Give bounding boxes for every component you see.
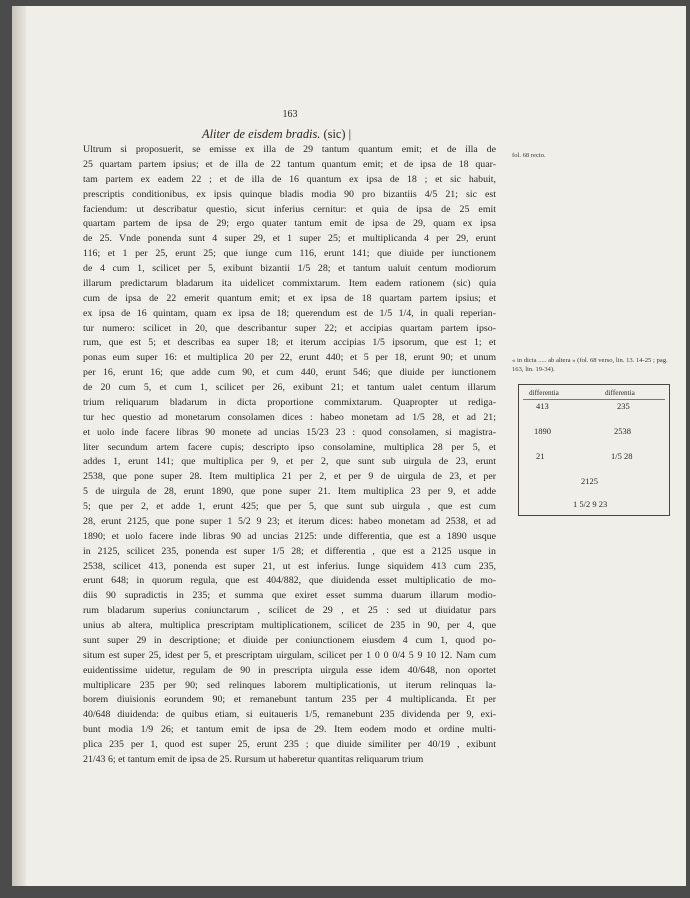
margin-note-reference: « in dicta ..... ab altera » (fol. 68 verso, lin. 13. 14-25 ; pag. 163, lin. 19-34). <box>512 357 668 373</box>
table-cell: 2125 <box>581 476 598 486</box>
text-line: euidentissime uidetur, regulam de 90 in prescripta uirgula esse idem 40/648, non oportet <box>83 664 496 676</box>
differentia-table <box>518 384 670 516</box>
text-line: addes 1, erunt 141; que multiplica per 9, et per 2, que sunt sub uirgula de 23, erunt <box>83 456 496 468</box>
table-header-right: differentia <box>605 389 635 397</box>
text-line: cum de ipsa de 22 emerit quantum emit; et ex ipsa de 18 quartam partem ipsius; et <box>83 292 496 304</box>
text-line: liter secundum artem facere cupis; descripto ipso consolamine, multiplica 28 per 5, et <box>83 441 496 453</box>
text-line: unius ab altera, multiplica prescriptam multiplicationem, scilicet de 235 in 90, per 4, que <box>83 620 496 631</box>
text-line: de 4 cum 1, scilicet per 5, exibunt bizantii 1/5 28; et tantum ualuit centum modiorum <box>83 263 496 274</box>
table-cell: 235 <box>617 401 630 411</box>
table-cell: 2538 <box>614 426 631 436</box>
table-header-left: differentia <box>529 389 559 397</box>
table-cell: 1/5 28 <box>611 451 633 461</box>
table-cell: 21 <box>536 451 545 461</box>
text-line: 28, erunt 2125, que pone super 1 5/2 9 23; et iterum dices: habeo monetam ad 2538, et ad <box>83 515 496 527</box>
text-line: diis 90 supradictis in 235; et summa que exiret esset summa duarum illarum modio- <box>83 590 496 602</box>
text-line: quartam partem de ipsa de 29; ergo quater tantum emit de ipsa de 29, quam ex ipsa <box>83 218 496 230</box>
text-line: rum bladarum superius coniunctarum , scilicet de 29 , et 25 : sed ut diuidatur pars <box>83 605 496 617</box>
section-title-text: Aliter de eisdem bradis. <box>202 127 321 141</box>
text-line: per 16, erunt 16; que adde cum 90, et cum 440, erunt 546; que diuide per iunctionem <box>83 367 496 379</box>
text-line: 116; et 1 per 25, erunt 25; que iunge cum 116, erunt 141; que diuide per iunctionem <box>83 248 496 260</box>
book-page <box>12 6 686 886</box>
body-text <box>83 143 496 768</box>
text-line: borem diuisionis eorundem 90; et remanebunt tantum 235 per 4 multiplicanda. Et per <box>83 694 496 706</box>
text-line: plica 235 per 1, quod est super 25, erunt 235 ; que diuide similiter per 40/19 , exibunt <box>83 739 496 750</box>
text-line: multiplicare 235 per 90; sed relinques laborem multiplicationis, ut iterum relinquas la- <box>83 679 496 691</box>
text-line: Ultrum si proposuerit, se emisse ex illa de 29 tantum quantum emit; et de illa de <box>83 144 496 155</box>
text-line: in 2125, scilicet 235, ponenda est super 1/5 28; et differentia , que est a 2125 usque in <box>83 545 496 557</box>
table-cell: 1890 <box>534 426 551 436</box>
text-line: situm est super 25, idest per 5, et prescriptam uirgulam, scilicet per 1 0 0 0/4 5 9 10 12. Nam cum <box>83 649 496 661</box>
text-line: prescriptis conditionibus, ex ipsis quinque bladis modia 90 pro bizantiis 4/5 21; sic est <box>83 188 496 200</box>
text-line: 2538, scilicet 413, ponenda est super 21, ut est inferius. Iunge siquidem 413 cum 235, <box>83 560 496 572</box>
text-line: 5; que per 2, et adde 1, erunt 425; que per 5, que sunt sub uirgula , que est cum <box>83 501 496 512</box>
table-cell: 1 5/2 9 23 <box>573 499 608 509</box>
text-line: 21/43 6; et tantum emit de ipsa de 25. Rursum ut haberetur quantitas reliquarum trium <box>83 753 424 765</box>
text-line: 40/648 diuidenda: de quibus etiam, si euitaueris 1/5, remanebunt 235 dividenda per 9, exi- <box>83 709 496 721</box>
table-cell: 413 <box>536 401 549 411</box>
table-header-rule <box>523 399 665 400</box>
text-line: rum, que est 5; et describas ea super 18; et iterum accipias 1/5 ipsorum, que est 1; et <box>83 337 496 349</box>
section-title-suffix: (sic) | <box>323 127 352 141</box>
text-line: de 20 cum 5, et cum 1, scilicet per 26, exibunt 21; et tantum ualet centum illarum <box>83 382 496 393</box>
text-line: trium reliquarum bladarum in dicta proportione commixtarum. Quapropter ut rediga- <box>83 396 496 408</box>
text-line: 2538, que pone super 28. Item multiplica 21 per 2, et per 9 de uirgula de 23, et per <box>83 471 496 483</box>
text-line: tur hec questio ad monetarum consolamen dices : habeo monetam ad 1/5 28, et ad 21; <box>83 411 496 423</box>
text-line: ponas eum super 16: et multiplica 20 per 22, erunt 440; et 5 per 18, erunt 90; et unum <box>83 352 496 364</box>
text-line: tam partem ex eadem 22 ; et de illa de 16 quantum ex ipsa de 18 ; et sic habuit, <box>83 173 496 185</box>
page-number: 163 <box>282 109 298 120</box>
page-spine-shadow <box>12 6 26 886</box>
text-line: bunt modia 1/9 26; et tantum emit de ipsa de 29. Item eodem modo et ordine multi- <box>83 724 496 736</box>
text-line: erunt 648; in quorum regula, que est 404/882, que diuidenda esset multiplicatio de mo- <box>83 575 496 587</box>
text-line: de 25. Vnde ponenda sunt 4 super 29, et 1 super 25; et multiplicanda 4 per 29, erunt <box>83 233 496 245</box>
text-line: faciendum: ut describatur questio, sicut inferius cernitur: et quia de ipsa de 25 emit <box>83 203 496 215</box>
margin-note-folio: fol. 68 recto. <box>512 152 546 159</box>
text-line: 5 de uirgula de 28, erunt 1890, que pone super 21. Item multiplica 23 per 9, et adde <box>83 486 496 498</box>
text-line: ex ipsa de 16 quintam, quam ex ipsa de 18; querendum est de 1/5 1/4, in quali reperian- <box>83 307 496 319</box>
text-line: illarum predictarum bladarum ita uidelicet commixtarum. Item eadem rationem (sic) quia <box>83 277 496 289</box>
text-line: et uolo inde facere libras 90 monete ad uncias 15/23 23 : quod consolamen, si magistra- <box>83 426 496 438</box>
text-line: tur numero: scilicet in 20, que describantur super 22; et accipias quartam partem ipso- <box>83 322 496 334</box>
section-title <box>202 127 351 142</box>
text-line: 25 quartam partem ipsius; et de illa de 22 tantum quantum emit; et de ipsa de 18 quar- <box>83 158 496 170</box>
text-line: sunt super 29 in descriptione; et diuide per coniunctionem eiusdem 4 cum 1, quod po- <box>83 634 496 646</box>
text-line: 1890; et uolo facere inde libras 90 ad uncias 2125: unde differentia, que est a 1890 usque <box>83 530 496 542</box>
